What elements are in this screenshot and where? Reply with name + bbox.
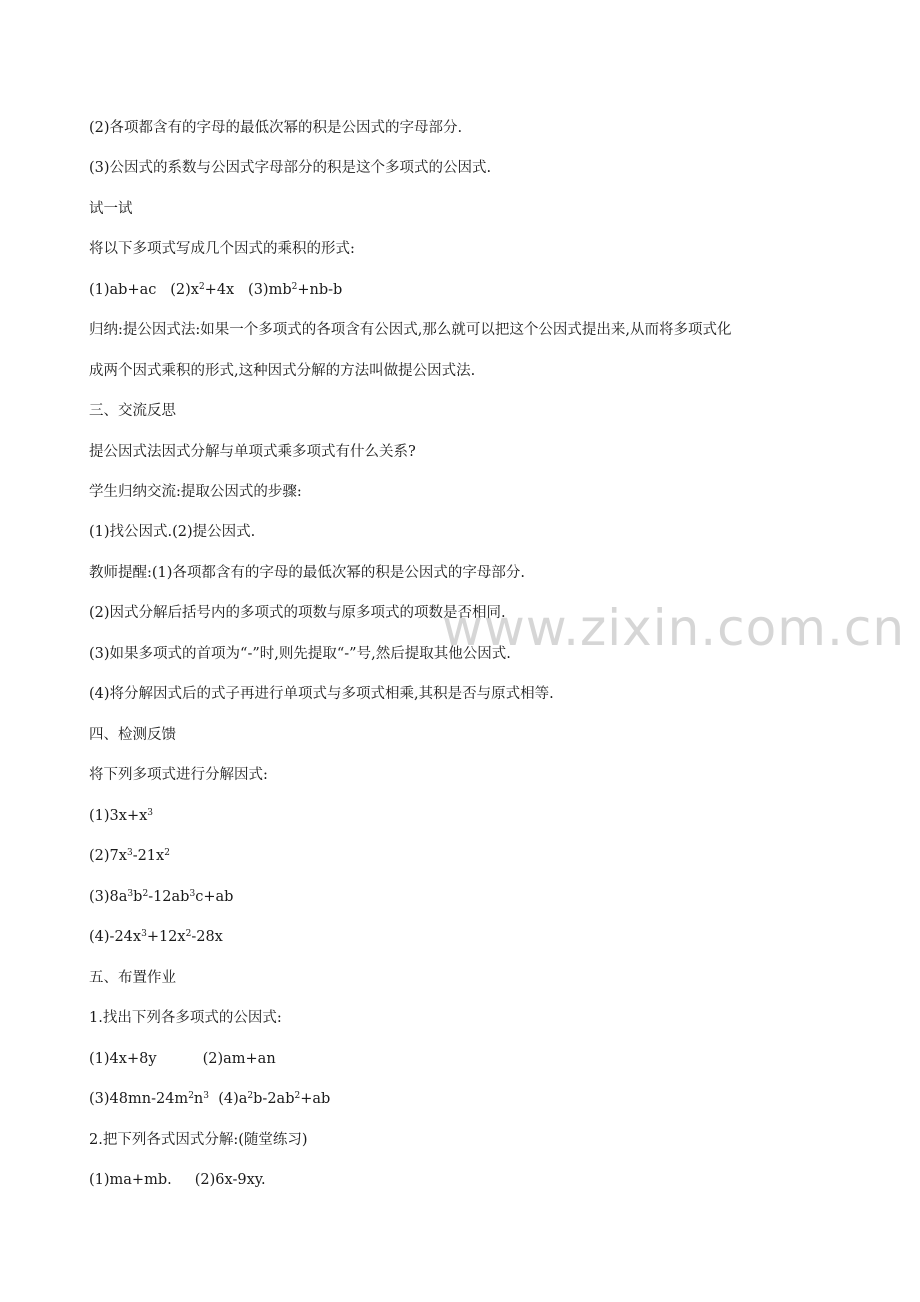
superscript-exponent: 2 — [247, 1091, 254, 1101]
text-run: n — [193, 1091, 204, 1107]
text-line — [89, 1170, 266, 1190]
text-line — [89, 522, 255, 542]
text-line — [89, 118, 462, 138]
superscript-exponent: 2 — [291, 282, 298, 292]
text-line — [89, 482, 302, 502]
text-line — [89, 239, 355, 259]
text-run: 四、检测反馈 — [89, 727, 176, 743]
text-line — [89, 401, 176, 421]
text-run: -28x — [191, 929, 223, 945]
text-run: (4)-24x — [89, 929, 142, 945]
text-line — [89, 725, 176, 745]
text-line — [89, 644, 511, 664]
text-run: 将下列多项式进行分解因式: — [89, 767, 268, 783]
text-run: 成两个因式乘积的形式,这种因式分解的方法叫做提公因式法. — [89, 363, 476, 379]
text-line — [89, 442, 416, 462]
text-run: +12x — [146, 929, 186, 945]
text-line — [89, 280, 342, 300]
text-run: b-2ab — [253, 1091, 295, 1107]
superscript-exponent: 3 — [189, 889, 196, 899]
superscript-exponent: 2 — [164, 848, 170, 858]
text-run: 学生归纳交流:提取公因式的步骤: — [89, 484, 302, 500]
text-run: 五、布置作业 — [89, 970, 176, 986]
text-run: (3)8a — [89, 889, 128, 905]
text-run: 2.把下列各式因式分解:(随堂练习) — [89, 1132, 308, 1148]
superscript-exponent: 3 — [203, 1091, 209, 1101]
text-run: 将以下多项式写成几个因式的乘积的形式: — [89, 241, 355, 257]
text-line — [89, 361, 475, 381]
text-line — [89, 1008, 282, 1028]
text-line — [89, 563, 525, 583]
text-run: (1)ma+mb. (2)6x-9xy. — [89, 1172, 266, 1188]
text-line — [89, 320, 732, 340]
text-run: (3)公因式的系数与公因式字母部分的积是这个多项式的公因式. — [89, 160, 492, 176]
superscript-exponent: 3 — [127, 889, 134, 899]
text-line — [89, 1089, 330, 1109]
text-run: (1)找公因式.(2)提公因式. — [89, 524, 256, 540]
text-run: 三、交流反思 — [89, 403, 176, 419]
text-run: (1)4x+8y (2)am+an — [89, 1051, 276, 1067]
superscript-exponent: 2 — [188, 1091, 194, 1101]
text-line — [89, 887, 233, 907]
text-run: (2)7x — [89, 848, 127, 864]
watermark: www.zixin.com.cn — [442, 599, 906, 657]
text-run: (3)如果多项式的首项为“-”时,则先提取“-”号,然后提取其他公因式. — [89, 646, 511, 662]
text-run: +nb-b — [297, 282, 343, 298]
text-run: +4x (3)mb — [204, 282, 292, 298]
text-run: 试一试 — [89, 201, 133, 217]
text-run: b — [133, 889, 143, 905]
text-line — [89, 765, 268, 785]
text-run: -12ab — [148, 889, 190, 905]
text-run: (4)将分解因式后的式子再进行单项式与多项式相乘,其积是否与原式相等. — [89, 686, 554, 702]
text-line — [89, 1130, 308, 1150]
superscript-exponent: 2 — [198, 282, 205, 292]
superscript-exponent: 3 — [141, 929, 147, 939]
text-run: (4)a — [209, 1091, 248, 1107]
text-line — [89, 846, 170, 866]
text-run: 归纳:提公因式法:如果一个多项式的各项含有公因式,那么就可以把这个公因式提出来,从而将多项式化 — [89, 322, 732, 338]
superscript-exponent: 2 — [142, 889, 149, 899]
superscript-exponent: 2 — [185, 929, 192, 939]
text-run: 1.找出下列各多项式的公因式: — [89, 1010, 282, 1026]
text-line — [89, 684, 554, 704]
text-line — [89, 927, 223, 947]
text-run: c+ab — [195, 889, 234, 905]
superscript-exponent: 3 — [126, 848, 133, 858]
superscript-exponent: 2 — [294, 1091, 301, 1101]
superscript-exponent: 3 — [147, 808, 154, 818]
text-line — [89, 1049, 276, 1069]
text-run: -21x — [132, 848, 165, 864]
text-run: 教师提醒:(1)各项都含有的字母的最低次幂的积是公因式的字母部分. — [89, 565, 526, 581]
text-run: (2)各项都含有的字母的最低次幂的积是公因式的字母部分. — [89, 120, 463, 136]
text-run: +ab — [300, 1091, 331, 1107]
text-line — [89, 968, 176, 988]
text-run: (2)因式分解后括号内的多项式的项数与原多项式的项数是否相同. — [89, 605, 506, 621]
text-line — [89, 806, 153, 826]
text-run: (3)48mn-24m — [89, 1091, 189, 1107]
text-line — [89, 603, 506, 623]
text-line — [89, 199, 133, 219]
text-run: (1)ab+ac (2)x — [89, 282, 199, 298]
text-run: 提公因式法因式分解与单项式乘多项式有什么关系? — [89, 444, 416, 460]
text-line — [89, 158, 491, 178]
text-run: (1)3x+x — [89, 808, 148, 824]
